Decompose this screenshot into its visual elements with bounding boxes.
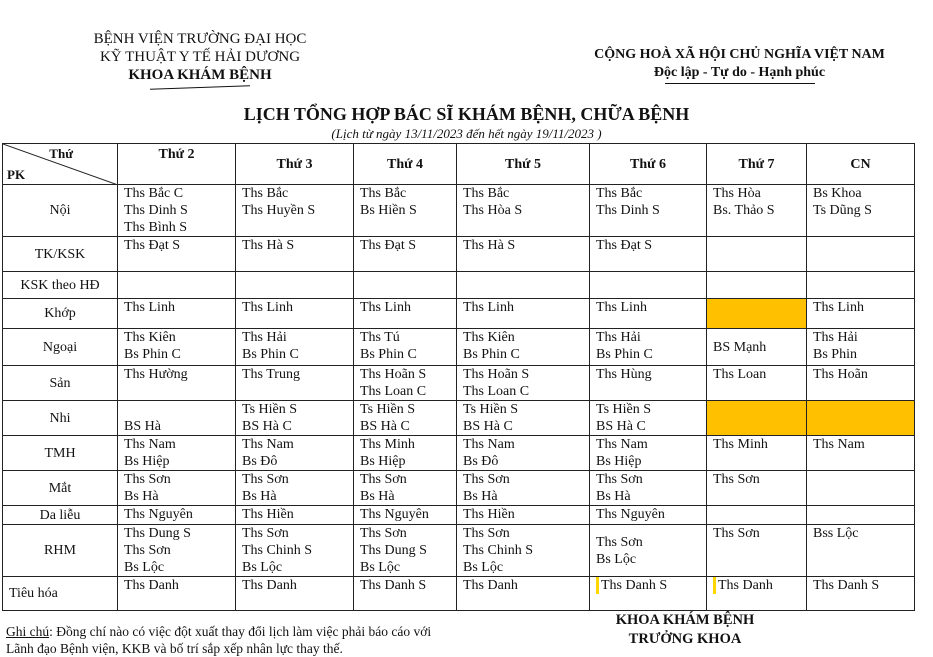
row-label-tieu-hoa: Tiêu hóa (3, 577, 118, 611)
cell-tk-ksk-mon (118, 237, 236, 272)
footnote-label: Ghi chú (6, 624, 50, 639)
row-label-ksk-theo-hd: KSK theo HĐ (3, 272, 118, 299)
doctor-entry: Bs Hà (463, 489, 498, 504)
col-header-wed: Thứ 4 (354, 144, 457, 185)
cell-ksk-theo-hd-tue (236, 272, 354, 299)
cell-ngoai-tue (236, 329, 354, 366)
doctor-entry: Ths Chinh S (242, 543, 313, 558)
doctor-entry: Bs Phin C (242, 347, 299, 362)
col-header-sun: CN (807, 144, 915, 185)
cell-tk-ksk-fri (590, 237, 707, 272)
doctor-entry: Ths Linh (463, 300, 514, 315)
doctor-entry: Ths Bắc (463, 186, 510, 201)
cell-khop-sat (707, 299, 807, 329)
doctor-entry: BS Hà C (463, 419, 513, 434)
row-label-da-lieu: Da liễu (3, 506, 118, 525)
doctor-entry: Ths Loan (713, 367, 767, 382)
doctor-entry: Ths Linh (242, 300, 293, 315)
doctor-entry: BS Hà C (360, 419, 410, 434)
doctor-entry: Ths Nam (124, 437, 176, 452)
cell-mat-wed (354, 471, 457, 506)
doctor-entry: Bs. Thảo S (713, 203, 775, 218)
doctor-entry: Ths Bắc C (124, 186, 184, 201)
cell-ngoai-sun (807, 329, 915, 366)
cell-rhm-mon (118, 525, 236, 577)
cell-mat-sat (707, 471, 807, 506)
doctor-entry: Ths Sơn (596, 534, 643, 550)
doctor-entry: Ths Minh (360, 437, 415, 452)
hospital-name-line1: BỆNH VIỆN TRƯỜNG ĐẠI HỌC (93, 31, 307, 47)
cell-tk-ksk-wed (354, 237, 457, 272)
doctor-entry: Ts Hiền S (463, 402, 519, 417)
cell-khop-wed (354, 299, 457, 329)
table-row (3, 185, 915, 237)
doctor-entry: Ths Loan C (360, 384, 427, 399)
cell-noi-mon (118, 185, 236, 237)
cell-ngoai-sat (707, 329, 807, 366)
cell-da-lieu-thu (457, 506, 590, 525)
cell-noi-sat (707, 185, 807, 237)
doctor-entry: Ths Sơn (463, 526, 510, 541)
signature-dept: KHOA KHÁM BỆNH (615, 612, 755, 628)
doctor-entry: Ths Minh (713, 437, 768, 452)
col-header-sat: Thứ 7 (707, 144, 807, 185)
doctor-entry: Ths Sơn (360, 472, 407, 487)
doctor-entry: Ts Dũng S (813, 203, 872, 218)
department-name: KHOA KHÁM BỆNH (128, 67, 272, 83)
cell-tk-ksk-tue (236, 237, 354, 272)
doctor-entry: Ths Đạt S (360, 238, 416, 253)
cell-da-lieu-sun (807, 506, 915, 525)
cell-nhi-mon (118, 401, 236, 436)
cell-khop-thu (457, 299, 590, 329)
cell-noi-tue (236, 185, 354, 237)
cell-tk-ksk-thu (457, 237, 590, 272)
doctor-entry: Ths Sơn (596, 472, 643, 487)
doctor-entry: Ts Hiền S (360, 402, 416, 417)
cell-tmh-tue (236, 436, 354, 471)
doctor-entry: Ths Danh (242, 578, 297, 593)
header-rule-right (665, 83, 815, 84)
cell-tmh-sat (707, 436, 807, 471)
cell-khop-fri (590, 299, 707, 329)
doctor-entry: Ths Bắc (242, 186, 289, 201)
doctor-entry: Ths Hải (242, 330, 287, 345)
doctor-entry: Ths Dinh S (124, 203, 188, 218)
doctor-entry: Ths Hùng (596, 367, 652, 382)
doctor-entry: Ths Hoãn S (360, 367, 427, 382)
national-motto: Độc lập - Tự do - Hạnh phúc (653, 65, 826, 80)
cell-da-lieu-fri (590, 506, 707, 525)
doctor-entry: Ts Hiền S (242, 402, 298, 417)
cell-rhm-sun (807, 525, 915, 577)
national-header (572, 46, 907, 84)
cell-ngoai-mon (118, 329, 236, 366)
cell-mat-mon (118, 471, 236, 506)
cell-da-lieu-wed (354, 506, 457, 525)
doctor-entry: Bs Lộc (124, 560, 165, 575)
doctor-entry: Ths Nam (463, 437, 515, 452)
cell-mat-fri (590, 471, 707, 506)
doctor-entry: Bs Phin C (360, 347, 417, 362)
row-label-rhm: RHM (3, 525, 118, 577)
cell-rhm-thu (457, 525, 590, 577)
cell-tieu-hoa-tue (236, 577, 354, 611)
doctor-entry: Ths Huyền S (242, 203, 316, 218)
schedule-table (2, 143, 915, 611)
doctor-entry: Ths Sơn (242, 472, 289, 487)
cell-noi-fri (590, 185, 707, 237)
cell-san-wed (354, 366, 457, 401)
hospital-name-line2: KỸ THUẬT Y TẾ HẢI DƯƠNG (99, 49, 301, 65)
cell-ksk-theo-hd-wed (354, 272, 457, 299)
doctor-entry: Ths Tú (360, 330, 400, 345)
table-row (3, 506, 915, 525)
cell-noi-sun (807, 185, 915, 237)
col-header-tue: Thứ 3 (236, 144, 354, 185)
doctor-entry: Ths Nam (242, 437, 294, 452)
table-row (3, 401, 915, 436)
doctor-entry: BS Hà C (596, 419, 646, 434)
doctor-entry: Bs Phin C (124, 347, 181, 362)
cell-tieu-hoa-sun (807, 577, 915, 611)
cell-ksk-theo-hd-sat (707, 272, 807, 299)
doctor-entry: Ths Danh (463, 578, 518, 593)
cell-ksk-theo-hd-thu (457, 272, 590, 299)
doctor-entry: Bs Phin (813, 347, 857, 362)
row-label-tmh: TMH (3, 436, 118, 471)
row-label-tk-ksk: TK/KSK (3, 237, 118, 272)
doctor-entry: Ths Trung (242, 367, 300, 382)
cell-ksk-theo-hd-sun (807, 272, 915, 299)
cell-san-mon (118, 366, 236, 401)
row-label-san: Sản (3, 366, 118, 401)
doctor-entry: Bs Hà (596, 489, 631, 504)
header-rule-left (150, 85, 250, 89)
doctor-entry: Ths Nguyên (124, 507, 193, 522)
cell-ksk-theo-hd-mon (118, 272, 236, 299)
doctor-entry: BS Hà (124, 419, 161, 434)
cell-noi-wed (354, 185, 457, 237)
cell-san-thu (457, 366, 590, 401)
table-row (3, 436, 915, 471)
hospital-header (60, 30, 340, 88)
signature-block (600, 611, 770, 649)
doctor-entry: Ths Kiên (124, 330, 176, 345)
table-row (3, 329, 915, 366)
doctor-entry: Ths Chinh S (463, 543, 534, 558)
table-row (3, 366, 915, 401)
cell-ngoai-fri (590, 329, 707, 366)
cell-ngoai-wed (354, 329, 457, 366)
table-row (3, 299, 915, 329)
national-title: CỘNG HOÀ XÃ HỘI CHỦ NGHĨA VIỆT NAM (594, 47, 885, 62)
cell-nhi-wed (354, 401, 457, 436)
cell-rhm-fri (590, 525, 707, 577)
corner-pk-label: PK (7, 167, 26, 182)
doctor-entry: Ths Sơn (124, 472, 171, 487)
doctor-entry: Bs Hiệp (596, 454, 642, 469)
doctor-entry: Ths Bắc (596, 186, 643, 201)
cell-nhi-sat (707, 401, 807, 436)
row-label-ngoai: Ngoại (3, 329, 118, 366)
table-row (3, 471, 915, 506)
row-label-noi: Nội (3, 185, 118, 237)
cell-mat-sun (807, 471, 915, 506)
doctor-entry: Ths Sơn (713, 526, 760, 541)
document-subtitle: (Lịch từ ngày 13/11/2023 đến hết ngày 19/11/2023 ) (331, 126, 602, 141)
corner-cell (3, 144, 118, 185)
row-label-mat: Mắt (3, 471, 118, 506)
document-title: LỊCH TỔNG HỢP BÁC SĨ KHÁM BỆNH, CHỮA BỆNH (243, 104, 690, 124)
doctor-entry: Ths Hoãn (813, 367, 868, 382)
cell-tk-ksk-sat (707, 237, 807, 272)
doctor-entry: Ths Hiền (463, 507, 515, 522)
cell-tmh-sun (807, 436, 915, 471)
doctor-entry: Ths Sơn (360, 526, 407, 541)
doctor-entry: Ths Hà S (242, 238, 295, 253)
doctor-entry: Ths Bắc (360, 186, 407, 201)
doctor-entry: Ths Danh (713, 577, 806, 594)
doctor-entry: Ths Hà S (463, 238, 516, 253)
cell-tieu-hoa-thu (457, 577, 590, 611)
cell-san-fri (590, 366, 707, 401)
doctor-entry: Bs Lộc (463, 560, 504, 575)
doctor-entry: Ths Hải (596, 330, 641, 345)
doctor-entry: Ths Dung S (124, 526, 191, 541)
cell-mat-tue (236, 471, 354, 506)
cell-tmh-thu (457, 436, 590, 471)
cell-khop-sun (807, 299, 915, 329)
doctor-entry: Bs Đô (242, 454, 278, 469)
cell-tieu-hoa-fri (590, 577, 707, 611)
cell-tmh-wed (354, 436, 457, 471)
cell-rhm-wed (354, 525, 457, 577)
doctor-entry: Bs Đô (463, 454, 499, 469)
doctor-entry: Ths Hường (124, 367, 188, 382)
doctor-entry: Ths Sơn (242, 526, 289, 541)
doctor-entry: Ths Linh (596, 300, 647, 315)
doctor-entry: Ths Danh S (596, 577, 706, 594)
cell-tmh-fri (590, 436, 707, 471)
table-row (3, 237, 915, 272)
cell-da-lieu-tue (236, 506, 354, 525)
doctor-entry: Bss Lộc (813, 526, 859, 541)
doctor-entry: Bs Hiệp (360, 454, 406, 469)
doctor-entry: Bs Lộc (596, 551, 637, 567)
cell-da-lieu-sat (707, 506, 807, 525)
doctor-entry: Ths Kiên (463, 330, 515, 345)
col-header-fri: Thứ 6 (590, 144, 707, 185)
cell-nhi-thu (457, 401, 590, 436)
doctor-entry: Ths Danh (124, 578, 179, 593)
cell-khop-tue (236, 299, 354, 329)
cell-tk-ksk-sun (807, 237, 915, 272)
doctor-entry: Ths Nguyên (360, 507, 429, 522)
col-header-mon: Thứ 2 (118, 144, 236, 185)
doctor-entry: Ths Nguyên (596, 507, 665, 522)
doctor-entry: Ths Linh (124, 300, 175, 315)
doctor-entry: Bs Hà (242, 489, 277, 504)
doctor-entry: Ths Hoãn S (463, 367, 530, 382)
cell-nhi-sun (807, 401, 915, 436)
row-label-nhi: Nhi (3, 401, 118, 436)
doctor-entry: Ths Linh (813, 300, 864, 315)
doctor-entry: Ths Danh S (813, 578, 880, 593)
doctor-entry: Bs Phin C (463, 347, 520, 362)
doctor-entry: Ths Hòa (713, 186, 761, 201)
doctor-entry: Ths Bình S (124, 220, 188, 235)
cell-da-lieu-mon (118, 506, 236, 525)
doctor-entry: Bs Lộc (360, 560, 401, 575)
doctor-entry: Bs Hiệp (124, 454, 170, 469)
doctor-entry: Bs Khoa (813, 186, 862, 201)
footnote-text: : Đồng chí nào có việc đột xuất thay đổi lịch làm việc phải báo cáo với Lãnh đạo Bệnh viện, KKB và bố trí sắp xếp nhân lực thay thế. (6, 624, 432, 656)
doctor-entry: Ths Đạt S (596, 238, 652, 253)
doctor-entry: Bs Phin C (596, 347, 653, 362)
table-row (3, 577, 915, 611)
doctor-entry: Ths Loan C (463, 384, 530, 399)
cell-khop-mon (118, 299, 236, 329)
cell-san-sat (707, 366, 807, 401)
cell-tieu-hoa-wed (354, 577, 457, 611)
doctor-entry: Ths Hải (813, 330, 858, 345)
cell-san-tue (236, 366, 354, 401)
doctor-entry: Ths Sơn (713, 472, 760, 487)
corner-day-label: Thứ (49, 146, 73, 161)
doctor-entry: Ts Hiền S (596, 402, 652, 417)
doctor-entry: Ths Nam (813, 437, 865, 452)
table-header-row (3, 144, 915, 185)
cell-rhm-sat (707, 525, 807, 577)
doctor-entry: Bs Hiền S (360, 203, 417, 218)
row-label-khop: Khớp (3, 299, 118, 329)
doctor-entry: Ths Hiền (242, 507, 294, 522)
table-row (3, 525, 915, 577)
doctor-entry: Ths Đạt S (124, 238, 180, 253)
cell-tieu-hoa-mon (118, 577, 236, 611)
footnote (6, 623, 446, 657)
doctor-entry: Ths Dinh S (596, 203, 660, 218)
doctor-entry: Bs Lộc (242, 560, 283, 575)
doctor-entry: BS Mạnh (713, 339, 767, 355)
doctor-entry: BS Hà C (242, 419, 292, 434)
doctor-entry: Ths Hòa S (463, 203, 523, 218)
cell-nhi-tue (236, 401, 354, 436)
cell-san-sun (807, 366, 915, 401)
cell-ksk-theo-hd-fri (590, 272, 707, 299)
table-row (3, 272, 915, 299)
col-header-thu: Thứ 5 (457, 144, 590, 185)
cell-rhm-tue (236, 525, 354, 577)
doctor-entry: Ths Sơn (124, 543, 171, 558)
doctor-entry: Ths Dung S (360, 543, 427, 558)
cell-mat-thu (457, 471, 590, 506)
doctor-entry: Ths Nam (596, 437, 648, 452)
doctor-entry: Ths Sơn (463, 472, 510, 487)
cell-tmh-mon (118, 436, 236, 471)
doctor-entry: Ths Linh (360, 300, 411, 315)
doctor-entry: Ths Danh S (360, 578, 427, 593)
cell-noi-thu (457, 185, 590, 237)
cell-tieu-hoa-sat (707, 577, 807, 611)
doctor-entry: Bs Hà (360, 489, 395, 504)
cell-ngoai-thu (457, 329, 590, 366)
signature-title: TRƯỞNG KHOA (628, 631, 742, 647)
cell-nhi-fri (590, 401, 707, 436)
doctor-entry: Bs Hà (124, 489, 159, 504)
